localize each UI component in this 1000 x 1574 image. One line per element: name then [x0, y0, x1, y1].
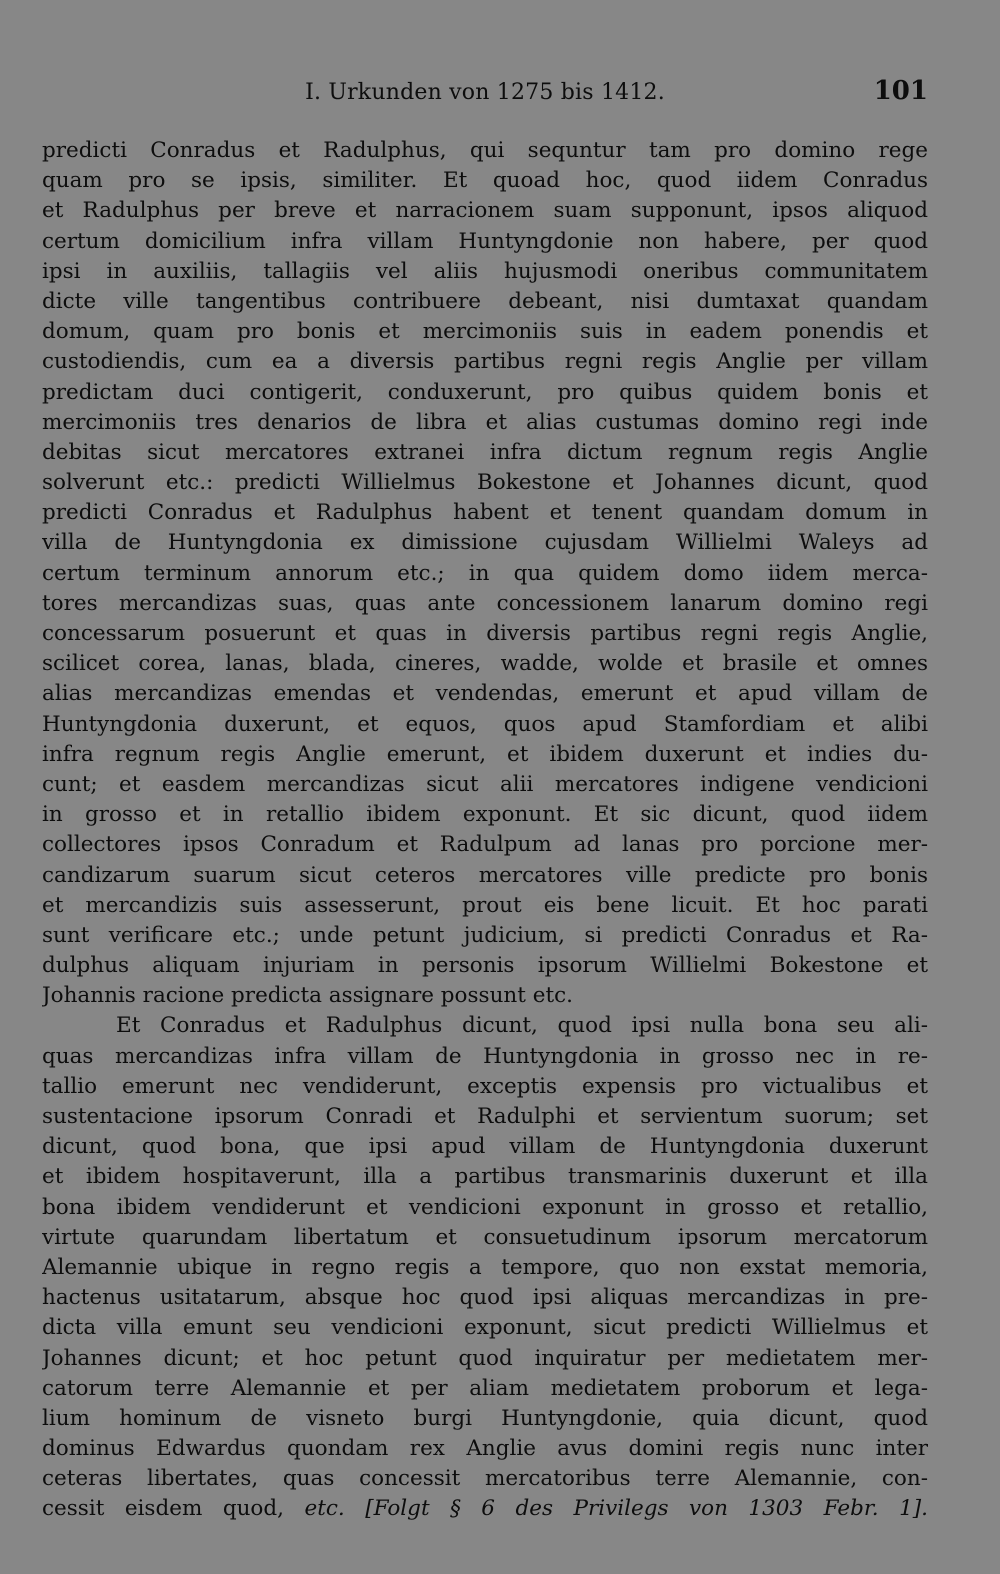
- text-line: tallio emerunt nec vendiderunt, exceptis expensis pro victualibus et: [42, 1073, 928, 1099]
- text-line: debitas sicut mercatores extranei infra dictum regnum regis Anglie: [42, 439, 928, 465]
- text-line: lium hominum de visneto burgi Huntyngdonie, quia dicunt, quod: [42, 1405, 928, 1431]
- text-line: dicunt, quod bona, que ipsi apud villam de Huntyngdonia duxerunt: [42, 1134, 928, 1160]
- text-line: dulphus aliquam injuriam in personis ipsorum Willielmi Bokestone et: [42, 953, 928, 979]
- text-line: Huntyngdonia duxerunt, et equos, quos apud Stamfordiam et alibi: [42, 711, 928, 737]
- text-line: quas mercandizas infra villam de Huntyngdonia in grosso nec in re-: [42, 1043, 928, 1069]
- text-line: virtute quarundam libertatum et consuetudinum ipsorum mercatorum: [42, 1224, 928, 1250]
- editorial-note: [Folgt § 6 des Privilegs von 1303 Febr. 1].: [365, 1496, 928, 1522]
- text-line: domum, quam pro bonis et mercimoniis suis in eadem ponendis et: [42, 319, 928, 345]
- text-line: ceteras libertates, quas concessit mercatoribus terre Alemannie, con-: [42, 1466, 928, 1492]
- text-line: mercimoniis tres denarios de libra et alias custumas domino regi inde: [42, 409, 928, 435]
- text-line: predicti Conradus et Radulphus, qui sequntur tam pro domino rege: [42, 138, 928, 163]
- text-line: Alemannie ubique in regno regis a tempore, quo non exstat memoria,: [42, 1254, 928, 1280]
- text-line: tores mercandizas suas, quas ante concessionem lanarum domino regi: [42, 590, 928, 616]
- text-line: in grosso et in retallio ibidem exponunt. Et sic dicunt, quod iidem: [42, 802, 928, 828]
- text-line: villa de Huntyngdonia ex dimissione cujusdam Willielmi Waleys ad: [42, 530, 928, 556]
- text-line: Johannes dicunt; et hoc petunt quod inquiratur per medietatem mer-: [42, 1345, 928, 1371]
- text-line: et mercandizis suis assesserunt, prout eis bene licuit. Et hoc parati: [42, 892, 928, 918]
- text-line: custodiendis, cum ea a diversis partibus regni regis Anglie per villam: [42, 349, 928, 375]
- text-line: concessarum posuerunt et quas in diversis partibus regni regis Anglie,: [42, 621, 928, 646]
- body-text: [42, 136, 928, 1525]
- text-line: ipsi in auxiliis, tallagiis vel aliis hujusmodi oneribus communitatem: [42, 258, 928, 284]
- text-line: certum terminum annorum etc.; in qua quidem domo iidem merca-: [42, 560, 928, 586]
- text-line: quam pro se ipsis, similiter. Et quoad hoc, quod iidem Conradus: [42, 168, 928, 194]
- text-line: collectores ipsos Conradum et Radulpum ad lanas pro porcione mer-: [42, 832, 928, 858]
- text-line: infra regnum regis Anglie emerunt, et ibidem duxerunt et indies du-: [42, 741, 928, 767]
- text-line: alias mercandizas emendas et vendendas, emerunt et apud villam de: [42, 681, 928, 707]
- paragraph-start-line: Et Conradus et Radulphus dicunt, quod ipsi nulla bona seu ali-: [116, 1013, 928, 1039]
- paragraph-end-line: Johannis racione predicta assignare possunt etc.: [42, 983, 573, 1009]
- text-line: certum domicilium infra villam Huntyngdonie non habere, per quod: [42, 228, 928, 254]
- final-line-start: cessit eisdem quod,: [42, 1496, 284, 1522]
- text-line: cunt; et easdem mercandizas sicut alii mercatores indigene vendicioni: [42, 771, 928, 797]
- text-line: predictam duci contigerit, conduxerunt, pro quibus quidem bonis et: [42, 379, 928, 405]
- text-line: hactenus usitatarum, absque hoc quod ipsi aliquas mercandizas in pre-: [42, 1285, 928, 1311]
- running-title: I. Urkunden von 1275 bis 1412.: [305, 80, 665, 105]
- final-line: [42, 1494, 928, 1524]
- text-line: dicte ville tangentibus contribuere debeant, nisi dumtaxat quandam: [42, 288, 928, 314]
- text-line: et ibidem hospitaverunt, illa a partibus transmarinis duxerunt et illa: [42, 1164, 928, 1190]
- text-line: sustentacione ipsorum Conradi et Radulphi et servientum suorum; set: [42, 1104, 928, 1129]
- page-number: 101: [873, 76, 928, 106]
- text-line: scilicet corea, lanas, blada, cineres, wadde, wolde et brasile et omnes: [42, 651, 928, 677]
- text-line: dicta villa emunt seu vendicioni exponunt, sicut predicti Willielmus et: [42, 1315, 928, 1341]
- text-line: solverunt etc.: predicti Willielmus Bokestone et Johannes dicunt, quod: [42, 470, 928, 496]
- final-line-etc: etc.: [304, 1496, 345, 1522]
- text-line: sunt verificare etc.; unde petunt judicium, si predicti Conradus et Ra-: [42, 922, 928, 948]
- text-line: bona ibidem vendiderunt et vendicioni exponunt in grosso et retallio,: [42, 1194, 928, 1220]
- text-line: candizarum suarum sicut ceteros mercatores ville predicte pro bonis: [42, 862, 928, 888]
- text-line: dominus Edwardus quondam rex Anglie avus domini regis nunc inter: [42, 1436, 928, 1462]
- text-line: et Radulphus per breve et narracionem suam supponunt, ipsos aliquod: [42, 198, 928, 224]
- text-line: predicti Conradus et Radulphus habent et tenent quandam domum in: [42, 500, 928, 526]
- page-header: [42, 76, 928, 116]
- text-line: catorum terre Alemannie et per aliam medietatem proborum et lega-: [42, 1375, 928, 1401]
